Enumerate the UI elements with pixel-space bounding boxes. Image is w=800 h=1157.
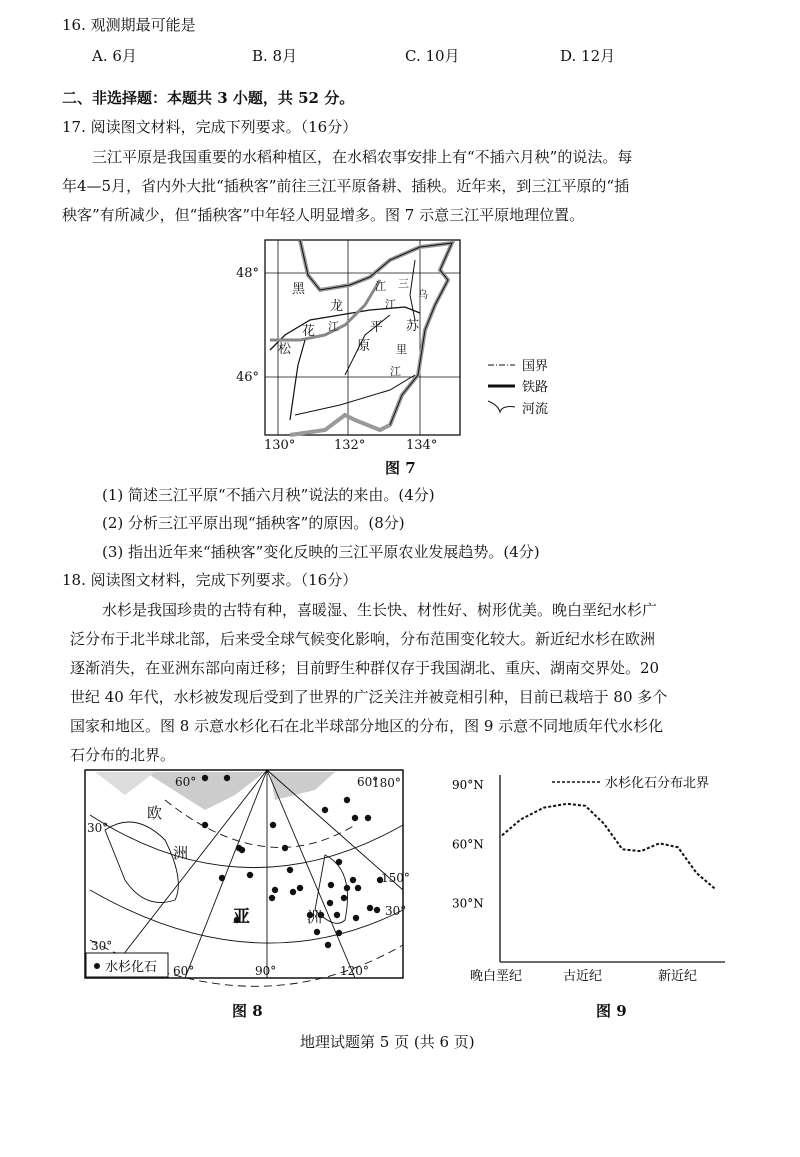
fossil-point: [352, 815, 358, 821]
fossil-legend-icon: [94, 963, 100, 969]
series-line: [502, 804, 715, 889]
legend-label: 河流: [522, 402, 549, 417]
fossil-point: [322, 807, 328, 813]
place-label: 黑: [292, 282, 306, 297]
legend-label: 国界: [522, 359, 549, 374]
lon-label: 134°: [406, 438, 438, 453]
fossil-point: [247, 872, 253, 878]
continent-label: 洲: [307, 908, 323, 926]
place-label: 江: [385, 298, 396, 311]
fossil-point: [344, 797, 350, 803]
fossil-point: [325, 942, 331, 948]
fossil-point: [202, 775, 208, 781]
q17-para-line: 秧客”有所减少，但“插秧客”中年轻人明显增多。图 7 示意三江平原地理位置。: [62, 206, 585, 224]
place-label: 原: [357, 339, 371, 354]
x-tick-label: 晚白垩纪: [470, 969, 523, 984]
continent-label: 欧: [147, 804, 163, 822]
fossil-point: [272, 887, 278, 893]
fossil-point: [327, 900, 333, 906]
figure-8-map: [85, 770, 410, 980]
grid-label: 30°: [87, 821, 109, 835]
fossil-point: [374, 907, 380, 913]
continent-label: 亚: [233, 907, 250, 927]
fossil-point: [269, 895, 275, 901]
fossil-point: [334, 912, 340, 918]
lon-label: 132°: [334, 438, 366, 453]
fossil-point: [328, 882, 334, 888]
q17-para-line: 年4—5月，省内外大批“插秧客”前往三江平原备耕、插秧。近年来，到三江平原的“插: [62, 177, 630, 195]
fossil-point: [365, 815, 371, 821]
q16-option-a: A. 6月: [92, 47, 137, 65]
fossil-point: [350, 877, 356, 883]
place-label: 龙: [330, 299, 344, 314]
x-tick-label: 古近纪: [563, 969, 603, 984]
q18-para-line: 逐渐消失，在亚洲东部向南迁移；目前野生种群仅存于我国湖北、重庆、湖南交界处。20: [70, 659, 660, 677]
place-label: 花: [302, 324, 316, 339]
q18-para-line: 世纪 40 年代，水杉被发现后受到了世界的广泛关注并被竞相引种，目前已栽培于 80 多个: [70, 688, 668, 706]
lat-label: 46°: [236, 370, 260, 385]
grid-label: 90°: [255, 964, 277, 978]
y-tick-label: 90°N: [452, 778, 484, 792]
grid-label: 120°: [340, 964, 369, 978]
place-label: 乌: [418, 290, 428, 301]
fossil-point: [270, 822, 276, 828]
fossil-point: [287, 867, 293, 873]
fossil-point: [202, 822, 208, 828]
q17-stem: 17. 阅读图文材料，完成下列要求。（16分）: [62, 118, 358, 136]
fossil-point: [355, 885, 361, 891]
place-label: 苏: [406, 319, 420, 334]
fossil-point: [314, 929, 320, 935]
figure-9-caption: 图 9: [596, 1002, 627, 1020]
figure-7-map: [230, 235, 570, 455]
y-tick-label: 60°N: [452, 837, 484, 852]
q18-para-line: 石分布的北界。: [70, 746, 176, 764]
fossil-point: [353, 915, 359, 921]
page-footer: 地理试题第 5 页 (共 6 页): [300, 1033, 475, 1051]
grid-label: 60°: [173, 964, 195, 978]
place-label: 江: [390, 365, 401, 378]
grid-label: 150°: [381, 871, 410, 885]
q17-para-line: 三江平原是我国重要的水稻种植区，在水稻农事安排上有“不插六月秧”的说法。每: [92, 148, 633, 166]
y-tick-label: 30°N: [452, 896, 484, 911]
q16-option-c: C. 10月: [405, 47, 460, 65]
map-legend: [488, 359, 548, 417]
figure-7-caption: 图 7: [385, 459, 416, 477]
lat-label: 48°: [236, 266, 260, 281]
fossil-point: [224, 775, 230, 781]
fossil-point: [297, 885, 303, 891]
figure-9-chart: [440, 770, 740, 985]
grid-label: 60°: [175, 775, 197, 789]
legend-label: 水杉化石分布北界: [605, 776, 710, 791]
q16-stem: 16. 观测期最可能是: [62, 16, 196, 34]
fossil-point: [344, 885, 350, 891]
grid-label: 30°: [91, 939, 113, 953]
q18-para-line: 水杉是我国珍贵的古特有种，喜暖湿、生长快、材性好、树形优美。晚白垩纪水杉广: [102, 601, 658, 619]
q16-option-b: B. 8月: [252, 47, 298, 65]
place-label: 里: [396, 343, 407, 356]
legend-label: 铁路: [522, 380, 549, 395]
place-label: 三: [398, 277, 409, 290]
place-label: 松: [278, 342, 292, 357]
q17-sub-question: (1) 简述三江平原“不插六月秧”说法的来由。(4分): [102, 486, 435, 504]
fossil-point: [239, 847, 245, 853]
q16-option-d: D. 12月: [560, 47, 616, 65]
figure-8-caption: 图 8: [232, 1002, 263, 1020]
place-label: 江: [328, 320, 339, 333]
fossil-point: [290, 889, 296, 895]
grid-label: 60°: [357, 775, 379, 789]
fossil-point: [282, 845, 288, 851]
x-tick-label: 新近纪: [658, 969, 698, 984]
fossil-point: [341, 895, 347, 901]
q17-sub-question: (3) 指出近年来“插秧客”变化反映的三江平原农业发展趋势。(4分): [102, 543, 540, 561]
q18-para-line: 国家和地区。图 8 示意水杉化石在北半球部分地区的分布，图 9 示意不同地质年代水杉化: [70, 717, 664, 735]
fossil-point: [219, 875, 225, 881]
grid-label: 180°: [372, 776, 401, 790]
fossil-point: [336, 930, 342, 936]
river-legend-icon: [488, 401, 515, 412]
place-label: 江: [375, 280, 386, 293]
grid-label: 30°: [385, 904, 407, 918]
place-label: 平: [370, 320, 384, 335]
fossil-point: [367, 905, 373, 911]
q18-para-line: 泛分布于北半球北部，后来受全球气候变化影响，分布范围变化较大。新近纪水杉在欧洲: [70, 630, 656, 648]
section-heading: 二、非选择题：本题共 3 小题，共 52 分。: [62, 89, 355, 107]
lon-label: 130°: [264, 438, 296, 453]
fossil-point: [336, 859, 342, 865]
q17-sub-question: (2) 分析三江平原出现“插秧客”的原因。(8分): [102, 514, 405, 532]
continent-label: 洲: [173, 844, 189, 862]
legend-label: 水杉化石: [105, 960, 158, 975]
q18-stem: 18. 阅读图文材料，完成下列要求。（16分）: [62, 571, 358, 589]
